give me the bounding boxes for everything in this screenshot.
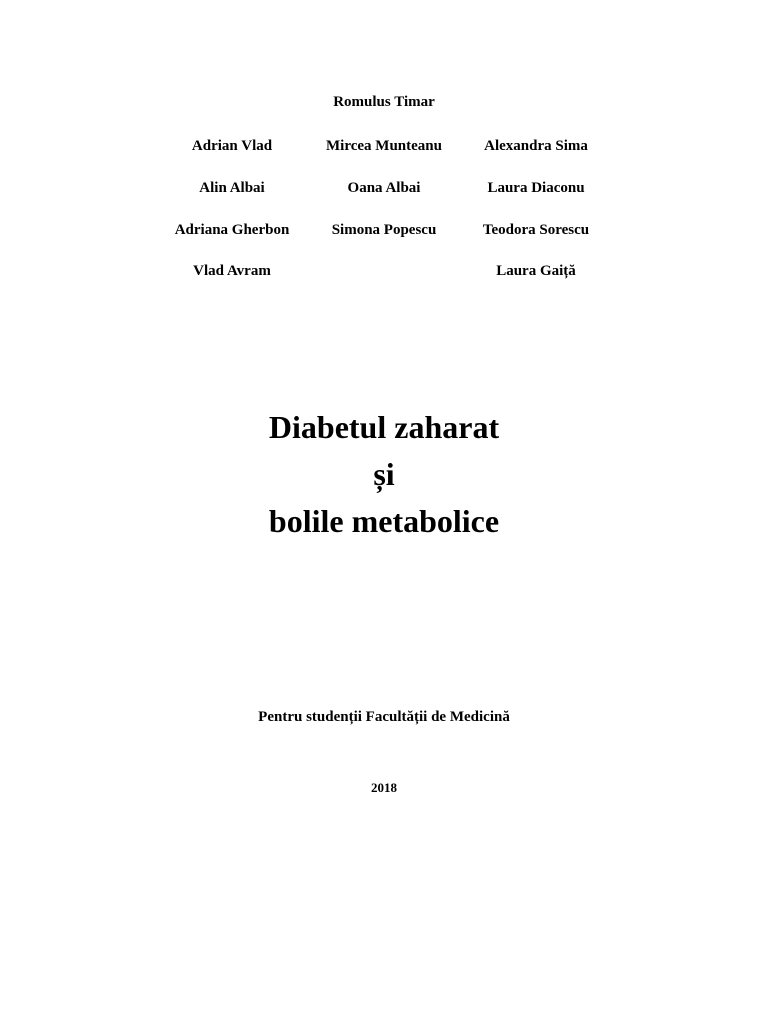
book-title-line-2: și [373,456,395,492]
book-title-line-3: bolile metabolice [268,503,500,539]
publication-year: 2018 [371,780,397,795]
author-name: Vlad Avram [193,263,271,279]
author-name: Oana Albai [347,180,421,196]
book-title-line-1: Diabetul zaharat [268,409,500,445]
audience-line: Pentru studenții Facultății de Medicină [258,709,510,725]
author-name: Adrian Vlad [191,138,273,154]
author-name: Simona Popescu [331,222,437,238]
lead-author: Romulus Timar [333,94,435,110]
author-name: Mircea Munteanu [326,138,442,154]
author-name: Alin Albai [199,180,265,196]
author-name: Laura Diaconu [487,180,585,196]
author-name: Laura Gaiță [496,263,576,279]
author-name: Adriana Gherbon [174,222,290,238]
author-name: Alexandra Sima [484,138,588,154]
author-name: Teodora Sorescu [482,222,590,238]
